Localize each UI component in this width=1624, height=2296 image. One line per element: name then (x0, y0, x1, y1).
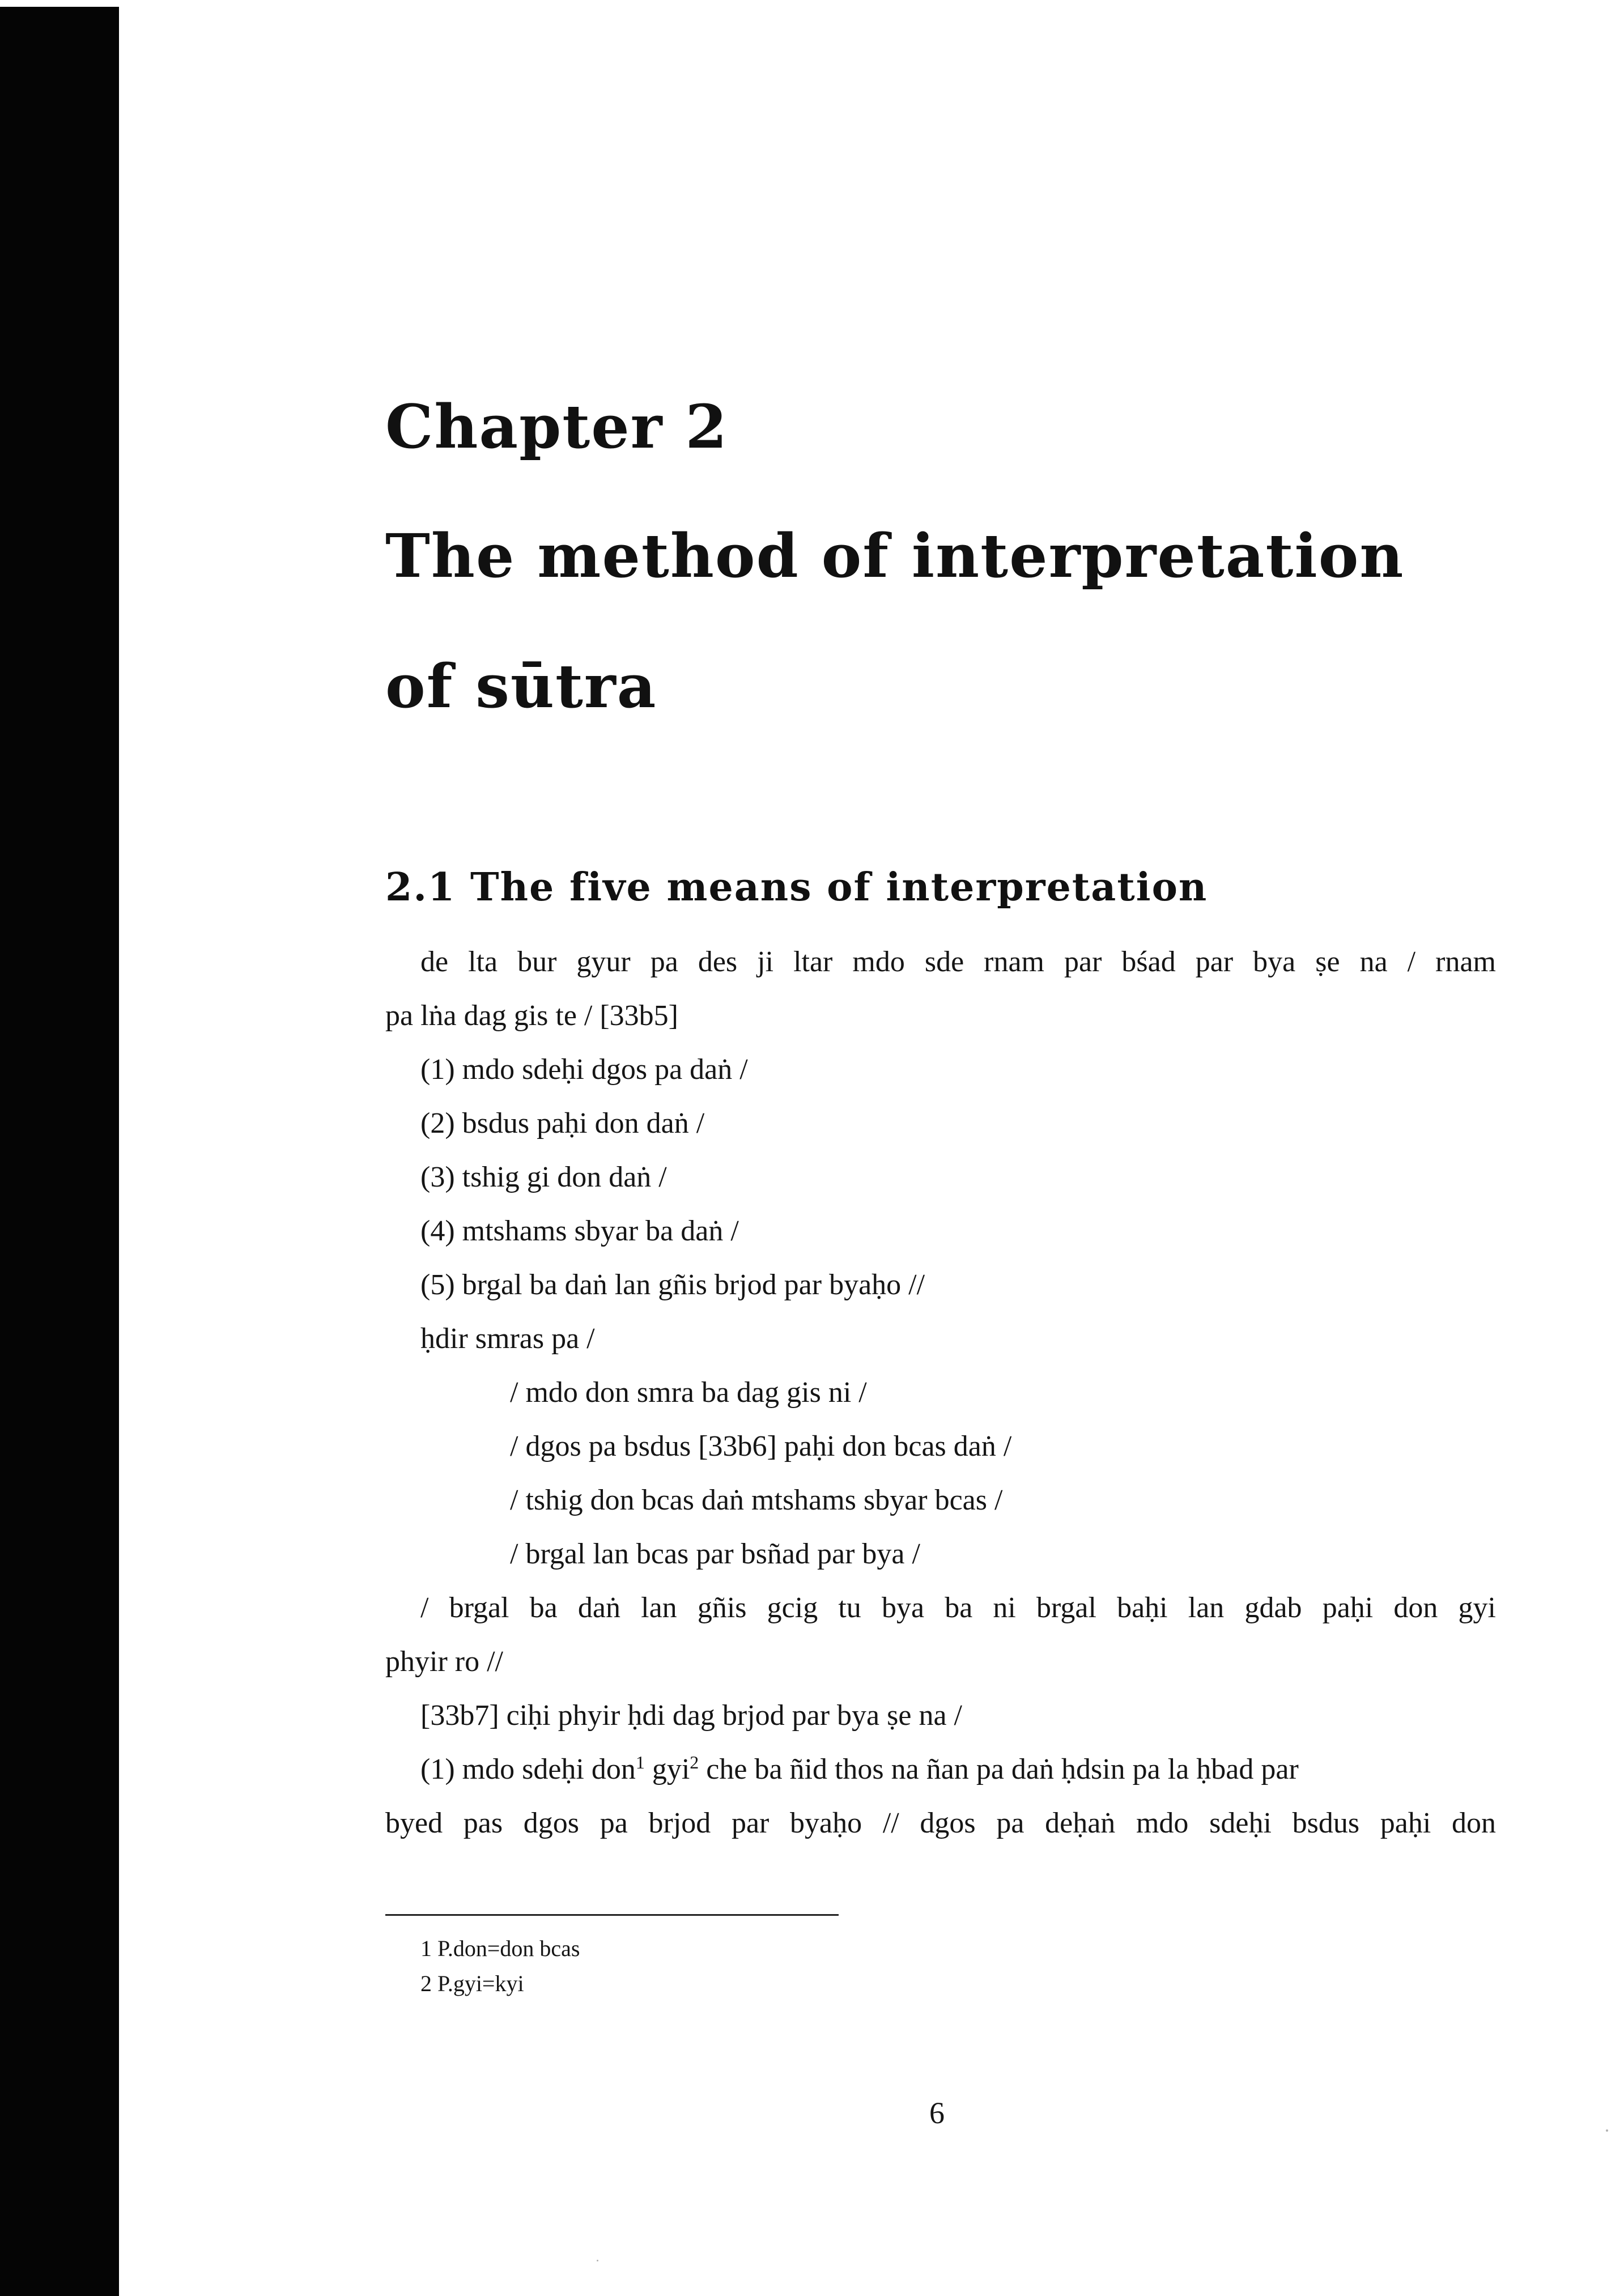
footnotes (420, 1931, 580, 2001)
chapter-label: Chapter 2 (385, 391, 729, 462)
chapter-title-line-2: of sūtra (385, 650, 657, 721)
text-run: che ba ñid thos na ñan pa daṅ ḥdsin pa la ḥbad par (699, 1753, 1299, 1785)
list-item: (3) tshig gi don daṅ / (420, 1161, 667, 1193)
page-number: 6 (929, 2096, 945, 2130)
text-run: (1) mdo sdeḥi don (420, 1753, 636, 1785)
paragraph-line: de lta bur gyur pa des ji ltar mdo sde rnam par bśad par bya ṣe na / rnam (420, 946, 1496, 978)
paragraph-line (385, 1742, 1496, 1796)
body-text (385, 935, 1496, 1850)
paragraph-line: pa lṅa dag gis te / [33b5] (385, 1000, 678, 1032)
list-item: (5) brgal ba daṅ lan gñis brjod par byaḥo // (420, 1269, 925, 1301)
list-item: (2) bsdus paḥi don daṅ / (420, 1107, 705, 1140)
verse-line: / tshig don bcas daṅ mtshams sbyar bcas / (510, 1484, 1003, 1516)
text-run: gyi (644, 1753, 690, 1785)
footnote-ref-1[interactable]: 1 (635, 1752, 645, 1772)
paragraph-line: [33b7] ciḥi phyir ḥdi dag brjod par bya ṣe na / (420, 1699, 962, 1732)
footnote-2: 2 P.gyi=kyi (420, 1971, 524, 1996)
list-item: (4) mtshams sbyar ba daṅ / (420, 1215, 739, 1247)
verse-line: / brgal lan bcas par bsñad par bya / (510, 1538, 920, 1570)
paragraph-line: / brgal ba daṅ lan gñis gcig tu bya ba ni brgal baḥi lan gdab paḥi don gyi (420, 1592, 1496, 1624)
paragraph-line: phyir ro // (385, 1646, 503, 1678)
paragraph-line: byed pas dgos pa brjod par byaḥo // dgos pa deḥaṅ mdo sdeḥi bsdus paḥi don (385, 1807, 1496, 1839)
list-item: (1) mdo sdeḥi dgos pa daṅ / (420, 1053, 748, 1086)
verse-line: / dgos pa bsdus [33b6] paḥi don bcas daṅ / (510, 1430, 1012, 1462)
footnote-ref-2[interactable]: 2 (690, 1752, 699, 1772)
verse-line: / mdo don smra ba dag gis ni / (510, 1376, 867, 1409)
paragraph-line: ḥdir smras pa / (420, 1323, 595, 1355)
chapter-title-line-1: The method of interpretation (385, 520, 1405, 591)
footnote-1: 1 P.don=don bcas (420, 1936, 580, 1961)
footnote-divider (385, 1914, 839, 1916)
section-heading: 2.1 The five means of interpretation (385, 865, 1208, 910)
